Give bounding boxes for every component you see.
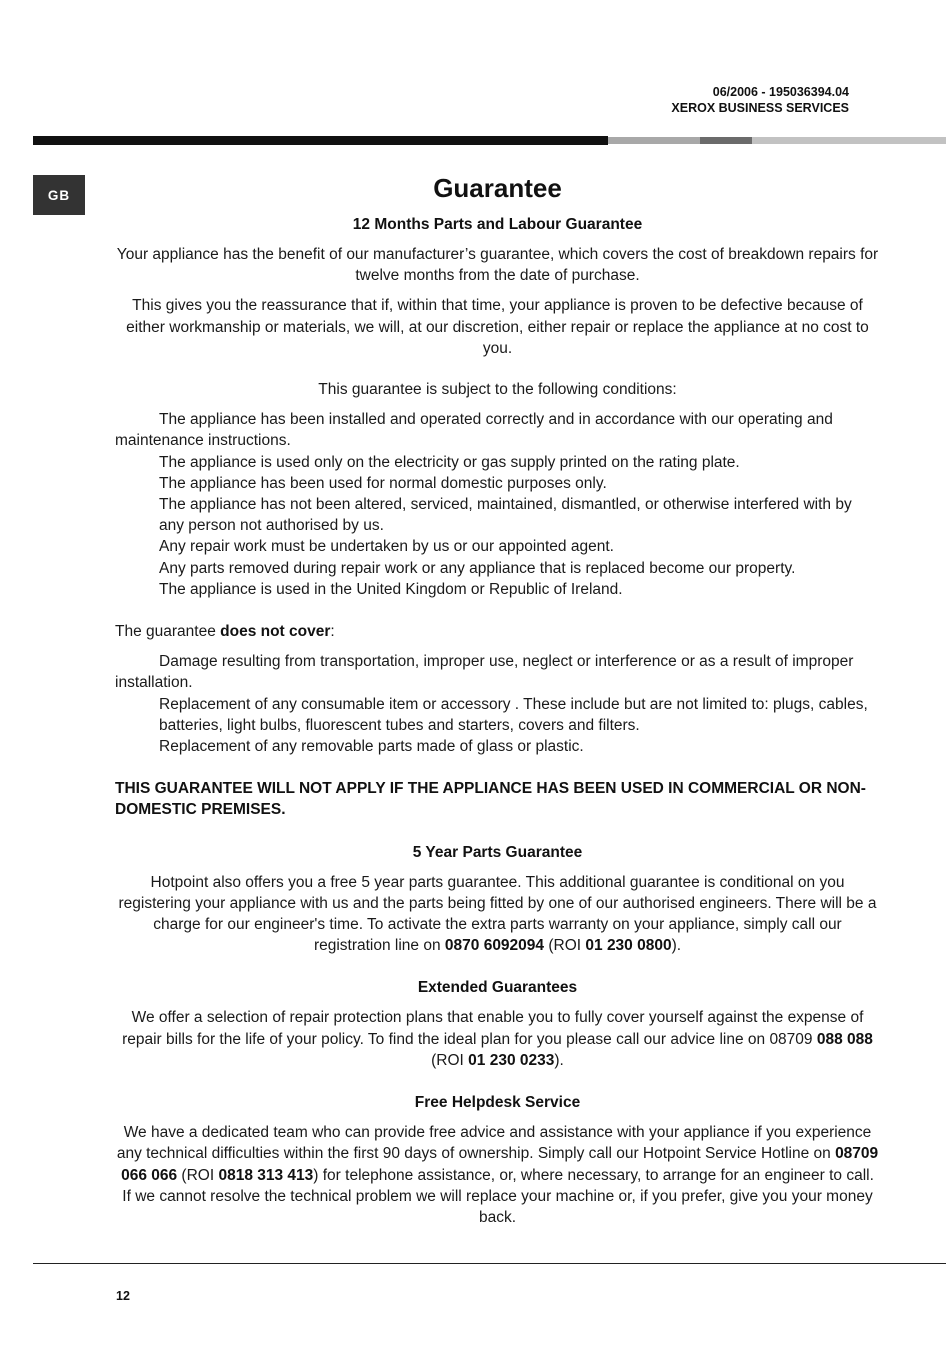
page-content (115, 170, 880, 1228)
paragraph-helpdesk: We have a dedicated team who can provide free advice and assistance with your appliance if you experience any technical difficulties within the first 90 days of ownership. Simply call our Hotpoint Service Hotline on 08709 066 066 (ROI 0818 313 413) for telephone assistance, or, where necessary, to arrange for an engineer to call. If we cannot resolve the technical problem we will replace your machine or, if you prefer, give you your money back. (116, 1124, 879, 1226)
header-rule-grey-dark (700, 137, 752, 144)
paragraph-reassurance: This gives you the reassurance that if, within that time, your appliance is proven to be defective because of either workmanship or materials, we will, at our discretion, either repair or replace the appliance at no cost to you. (126, 297, 869, 357)
section-heading-extended: Extended Guarantees (417, 979, 578, 997)
commercial-use-warning: THIS GUARANTEE WILL NOT APPLY IF THE APPLIANCE HAS BEEN USED IN COMMERCIAL OR NON-DOMESTIC PREMISES. (115, 780, 866, 819)
paragraph-extended-guarantees: We offer a selection of repair protection plans that enable you to fully cover yourself against the expense of repair bills for the life of your policy. To find the ideal plan for you please call our advice line on 08709 088 088 (ROI 01 230 0233). (122, 1009, 873, 1069)
advice-line-phone: 088 088 (816, 1030, 873, 1048)
condition-item: The appliance is used only on the electricity or gas supply printed on the rating plate. (159, 453, 740, 471)
exclusions-list (115, 651, 880, 757)
paragraph-5-year-parts: Hotpoint also offers you a free 5 year parts guarantee. This additional guarantee is conditional on you registering your appliance with us and the parts being fitted by one of our authorised engineers. There will be a charge for our engineer's time. To activate the extra parts warranty on your appliance, simply call our registration line on 0870 6092094 (ROI 01 230 0800). (118, 873, 877, 955)
document-reference: 06/2006 - 195036394.04 (712, 85, 849, 99)
page-title: Guarantee (433, 173, 562, 203)
condition-item: Any repair work must be undertaken by us or our appointed agent. (159, 538, 614, 556)
section-heading-12-months: 12 Months Parts and Labour Guarantee (352, 216, 643, 233)
section-heading-helpdesk: Free Helpdesk Service (414, 1094, 581, 1112)
condition-item: The appliance has been used for normal domestic purposes only. (159, 474, 607, 492)
exclusion-item: Damage resulting from transportation, improper use, neglect or interference or as a result of improper installation. (115, 653, 854, 692)
exclusion-item: Replacement of any consumable item or accessory . These include but are not limited to: plugs, cables, batteries, light bulbs, fluorescent tubes and starters, covers and filters. (159, 695, 868, 734)
language-tab: GB (33, 175, 85, 215)
document-meta (671, 84, 849, 116)
not-cover-intro: The guarantee does not cover: (115, 623, 335, 641)
condition-item: The appliance is used in the United Kingdom or Republic of Ireland. (159, 580, 623, 598)
hotline-phone-roi: 0818 313 413 (218, 1166, 314, 1184)
page-number: 12 (116, 1289, 130, 1303)
registration-phone: 0870 6092094 (444, 937, 545, 955)
footer-rule (33, 1263, 946, 1264)
condition-item: The appliance has been installed and operated correctly and in accordance with our operating and maintenance instructions. (115, 411, 833, 450)
section-heading-5-year: 5 Year Parts Guarantee (412, 843, 583, 861)
registration-phone-roi: 01 230 0800 (585, 937, 672, 955)
header-rule-grey-light (608, 137, 700, 144)
conditions-list (115, 409, 880, 600)
condition-item: Any parts removed during repair work or any appliance that is replaced become our property. (159, 559, 796, 577)
hotline-phone: 08709 066 066 (121, 1145, 879, 1184)
header-rule-black (33, 136, 608, 145)
paragraph-conditions-intro: This guarantee is subject to the following conditions: (318, 381, 677, 399)
header-rule-grey-pale (752, 137, 946, 144)
condition-item: The appliance has not been altered, serviced, maintained, dismantled, or otherwise interfered with by any person not authorised by us. (159, 496, 852, 535)
exclusion-item: Replacement of any removable parts made of glass or plastic. (159, 738, 584, 756)
company-name: XEROX BUSINESS SERVICES (671, 101, 849, 115)
paragraph-manufacturer-guarantee: Your appliance has the benefit of our manufacturer’s guarantee, which covers the cost of breakdown repairs for twelve months from the date of purchase. (116, 246, 879, 285)
advice-line-phone-roi: 01 230 0233 (468, 1051, 555, 1069)
